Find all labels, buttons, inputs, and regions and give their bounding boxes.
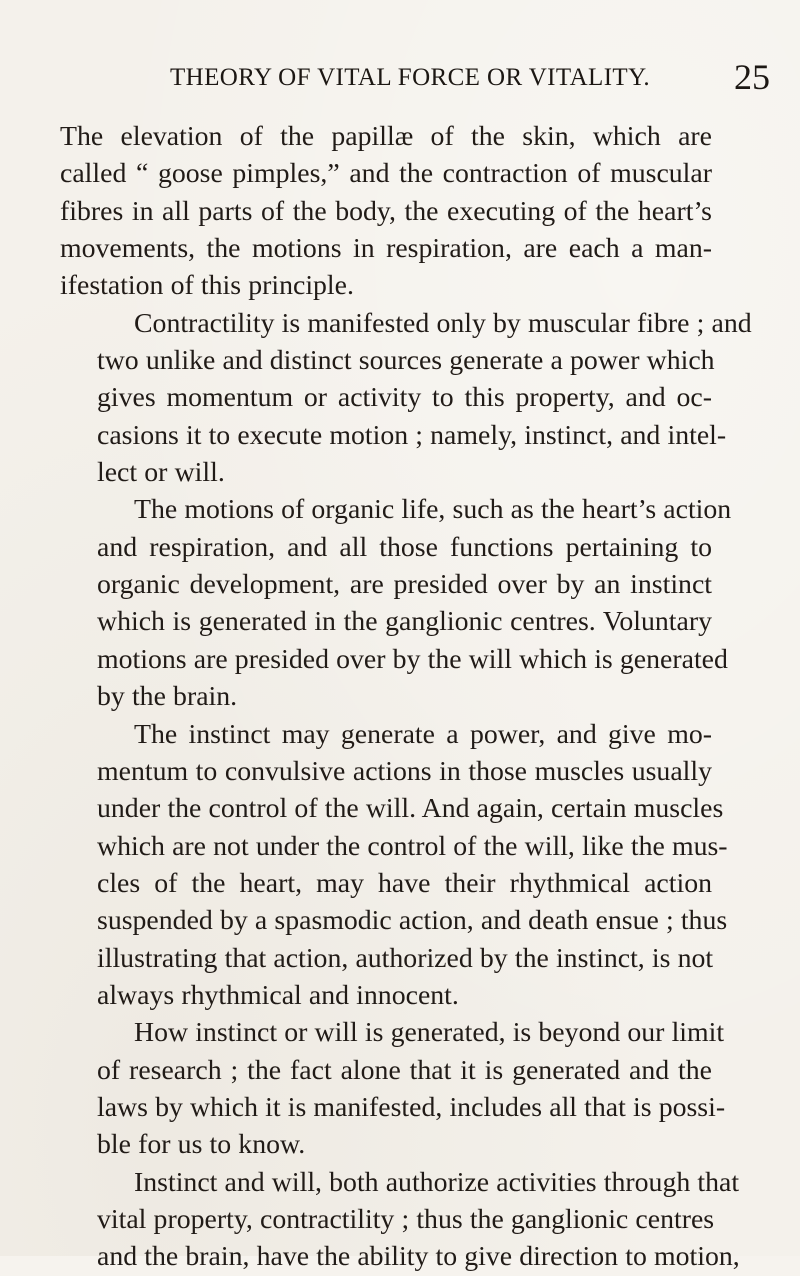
paragraph [60,716,728,1015]
text-line: gives momentum or activity to this property, and oc- [97,382,712,414]
paragraph [60,1164,740,1276]
body-text [60,118,752,1276]
text-line: by the brain. [97,681,238,713]
text-line: cles of the heart, may have their rhythmical action [97,867,712,899]
text-line: which are not under the control of the will, like the mus- [97,830,728,862]
text-line: The elevation of the papillæ of the skin, which are [60,121,712,152]
text-line: movements, the motions in respiration, are each a man- [60,233,712,265]
text-line: under the control of the will. And again, certain muscles [97,793,724,825]
text-line: laws by which it is manifested, includes all that is possi- [97,1091,726,1123]
text-line: always rhythmical and innocent. [97,979,459,1011]
paragraph [60,491,732,715]
page-number: 25 [734,57,770,97]
text-line: vital property, contractility ; thus the ganglionic centres [97,1203,715,1235]
text-line: suspended by a spasmodic action, and death ensue ; thus [97,905,728,937]
paragraph [60,118,712,305]
text-line: two unlike and distinct sources generate a power which [97,345,715,377]
text-line: of research ; the fact alone that it is generated and the [97,1054,712,1086]
text-line: mentum to convulsive actions in those muscles usually [97,755,712,787]
text-line: casions it to execute motion ; namely, instinct, and intel- [97,419,727,451]
text-line: The motions of organic life, such as the heart’s action [134,494,732,526]
text-line: The instinct may generate a power, and give mo- [134,718,712,750]
text-line: Contractility is manifested only by muscular fibre ; and [134,307,752,339]
text-line: Instinct and will, both authorize activities through that [134,1166,740,1198]
text-line: illustrating that action, authorized by the instinct, is not [97,942,714,974]
text-line: and respiration, and all those functions pertaining to [97,531,712,563]
text-line: which is generated in the ganglionic centres. Voluntary [97,606,712,638]
page-header [170,57,770,102]
paragraph [60,1014,726,1163]
text-line: motions are presided over by the will which is generated [97,643,728,675]
paragraph [60,305,752,492]
text-line: How instinct or will is generated, is beyond our limit [134,1017,725,1049]
text-line: called “ goose pimples,” and the contraction of muscular [60,158,712,190]
text-line: and the brain, have the ability to give direction to motion, [97,1241,740,1273]
text-line: organic development, are presided over by an instinct [97,569,712,601]
running-head: THEORY OF VITAL FORCE OR VITALITY. [170,64,650,91]
text-line: ifestation of this principle. [60,270,354,302]
text-line: lect or will. [97,457,225,489]
text-line: ble for us to know. [97,1129,306,1161]
text-line: fibres in all parts of the body, the executing of the heart’s [60,195,712,227]
